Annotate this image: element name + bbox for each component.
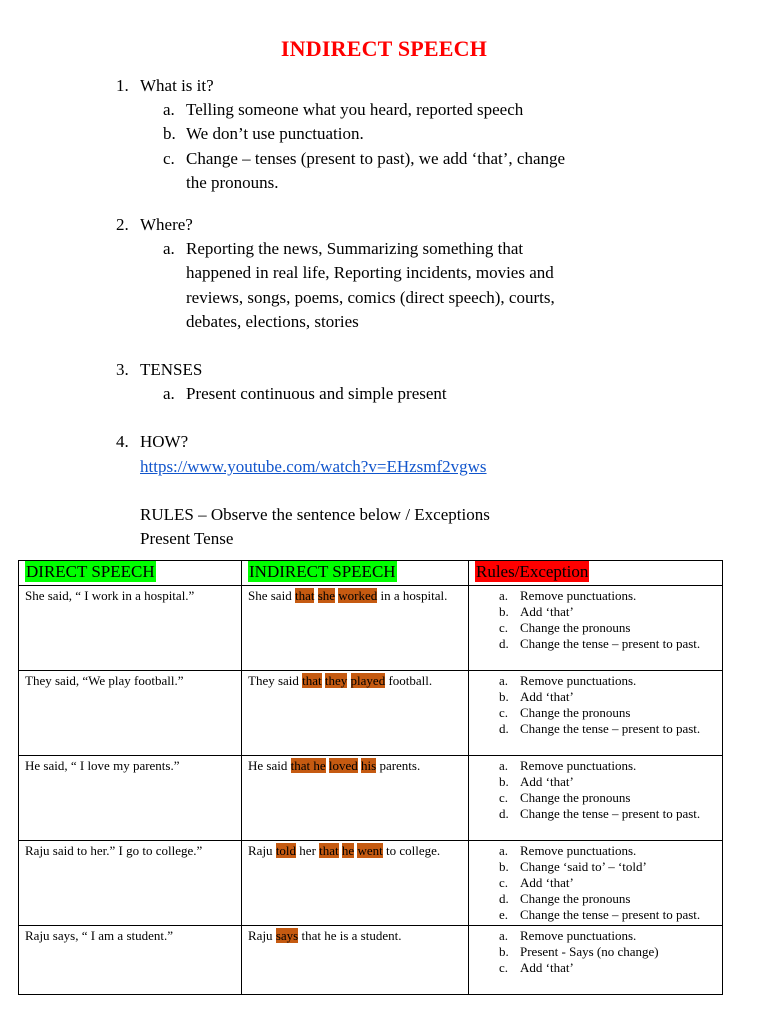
rule-marker: d.	[499, 721, 509, 736]
rule-item	[475, 620, 716, 636]
item-text: reviews, songs, poems, comics (direct speech), courts,	[186, 288, 555, 307]
highlighted-word: played	[350, 673, 386, 688]
sentence-text: Raju	[248, 843, 276, 858]
rule-item	[475, 907, 716, 923]
rule-item	[475, 705, 716, 721]
item-marker: a.	[163, 384, 175, 403]
item-marker: c.	[163, 149, 175, 168]
rule-text: Change the pronouns	[520, 790, 631, 805]
rule-item	[475, 588, 716, 604]
item-text: debates, elections, stories	[186, 312, 359, 331]
rule-text: Change the pronouns	[520, 705, 631, 720]
sentence-text: that he is a student.	[298, 928, 402, 943]
rules-heading: RULES – Observe the sentence below / Exceptions	[140, 505, 490, 524]
section-heading: TENSES	[140, 360, 203, 379]
item-text: Reporting the news, Summarizing something that	[186, 239, 524, 258]
header-indirect-speech: INDIRECT SPEECH	[242, 561, 469, 586]
rule-marker: d.	[499, 806, 509, 821]
rule-item	[475, 806, 716, 822]
sentence-text: to college.	[382, 843, 441, 858]
item-marker: a.	[163, 100, 175, 119]
rule-text: Remove punctuations.	[520, 588, 637, 603]
highlighted-word: she	[317, 588, 336, 603]
rule-text: Add ‘that’	[520, 604, 574, 619]
highlighted-word: that he	[290, 758, 326, 773]
rule-text: Change the tense – present to past.	[520, 636, 701, 651]
rule-text: Remove punctuations.	[520, 843, 637, 858]
rule-marker: e.	[499, 907, 509, 922]
rules-cell	[469, 586, 723, 671]
rules-list	[475, 673, 716, 737]
section-heading: HOW?	[140, 432, 189, 451]
rule-marker: b.	[499, 859, 509, 874]
header-direct-speech: DIRECT SPEECH	[19, 561, 242, 586]
table-row	[19, 671, 723, 756]
item-text: Change – tenses (present to past), we add ‘that’, change	[186, 149, 566, 168]
rule-marker: b.	[499, 774, 509, 789]
highlighted-word: told	[275, 843, 297, 858]
rule-text: Change the tense – present to past.	[520, 907, 701, 922]
rule-item	[475, 721, 716, 737]
rule-marker: b.	[499, 944, 509, 959]
rule-item	[475, 859, 716, 875]
rule-marker: a.	[499, 843, 509, 858]
indirect-speech-cell	[242, 756, 469, 841]
rule-item	[475, 928, 716, 944]
highlighted-word: his	[361, 758, 377, 773]
indirect-speech-cell	[242, 926, 469, 995]
item-text: Present continuous and simple present	[186, 384, 447, 403]
rule-item	[475, 636, 716, 652]
rule-marker: c.	[499, 960, 509, 975]
highlighted-word: loved	[328, 758, 358, 773]
speech-table	[18, 560, 723, 995]
indirect-speech-cell	[242, 841, 469, 926]
rules-cell	[469, 671, 723, 756]
rule-text: Change the pronouns	[520, 620, 631, 635]
rule-text: Change ‘said to’ – ‘told’	[520, 859, 647, 874]
rule-marker: d.	[499, 636, 509, 651]
rule-text: Present - Says (no change)	[520, 944, 659, 959]
item-marker: a.	[163, 239, 175, 258]
direct-speech-cell: Raju says, “ I am a student.”	[19, 926, 242, 995]
rules-cell	[469, 756, 723, 841]
rule-marker: c.	[499, 790, 509, 805]
rule-item	[475, 875, 716, 891]
table-row	[19, 841, 723, 926]
rule-text: Add ‘that’	[520, 960, 574, 975]
sentence-text: They said	[248, 673, 303, 688]
rule-marker: a.	[499, 928, 509, 943]
rule-text: Remove punctuations.	[520, 928, 637, 943]
direct-speech-cell: Raju said to her.” I go to college.”	[19, 841, 242, 926]
table-row	[19, 756, 723, 841]
header-rules-exception: Rules/Exception	[469, 561, 723, 586]
highlighted-word: went	[357, 843, 383, 858]
indirect-speech-cell	[242, 671, 469, 756]
rule-marker: a.	[499, 673, 509, 688]
highlighted-word: that	[319, 843, 339, 858]
rule-text: Remove punctuations.	[520, 758, 637, 773]
sentence-text: He said	[248, 758, 291, 773]
sentence-text: in a hospital.	[377, 588, 448, 603]
rules-list	[475, 843, 716, 923]
item-text: Telling someone what you heard, reported speech	[186, 100, 524, 119]
table-body	[19, 586, 723, 995]
rules-cell	[469, 926, 723, 995]
table-row	[19, 586, 723, 671]
rule-text: Add ‘that’	[520, 875, 574, 890]
youtube-link[interactable]: https://www.youtube.com/watch?v=EHzsmf2vgws	[140, 457, 487, 476]
rule-marker: a.	[499, 758, 509, 773]
sentence-text: her	[296, 843, 320, 858]
rule-item	[475, 790, 716, 806]
rule-marker: c.	[499, 875, 509, 890]
item-text: happened in real life, Reporting incidents, movies and	[186, 263, 554, 282]
rule-item	[475, 673, 716, 689]
highlighted-word: that	[294, 588, 315, 603]
rule-text: Change the tense – present to past.	[520, 806, 701, 821]
section-heading: Where?	[140, 215, 193, 234]
rules-list	[475, 588, 716, 652]
direct-speech-cell: They said, “We play football.”	[19, 671, 242, 756]
rule-text: Add ‘that’	[520, 689, 574, 704]
rule-item	[475, 960, 716, 976]
rule-marker: d.	[499, 891, 509, 906]
section-number: 3.	[116, 360, 129, 379]
section-number: 1.	[116, 76, 129, 95]
rule-marker: a.	[499, 588, 509, 603]
rule-marker: b.	[499, 604, 509, 619]
section-heading: What is it?	[140, 76, 214, 95]
highlighted-word: that	[302, 673, 322, 688]
rule-item	[475, 689, 716, 705]
rule-text: Change the pronouns	[520, 891, 631, 906]
sentence-text: Raju	[248, 928, 276, 943]
item-text: the pronouns.	[186, 173, 279, 192]
sentence-text: She said	[248, 588, 295, 603]
rule-item	[475, 774, 716, 790]
highlighted-word: he	[341, 843, 355, 858]
section-number: 2.	[116, 215, 129, 234]
sentence-text: football.	[385, 673, 433, 688]
section-number: 4.	[116, 432, 129, 451]
highlighted-word: says	[275, 928, 299, 943]
direct-speech-cell: He said, “ I love my parents.”	[19, 756, 242, 841]
highlighted-word: worked	[338, 588, 378, 603]
indirect-speech-cell	[242, 586, 469, 671]
rule-text: Remove punctuations.	[520, 673, 637, 688]
table-row	[19, 926, 723, 995]
rule-item	[475, 758, 716, 774]
rule-text: Change the tense – present to past.	[520, 721, 701, 736]
rule-text: Add ‘that’	[520, 774, 574, 789]
sentence-text: parents.	[376, 758, 421, 773]
rule-marker: c.	[499, 705, 509, 720]
rules-list	[475, 758, 716, 822]
rules-list	[475, 928, 716, 976]
rule-item	[475, 944, 716, 960]
page-title: INDIRECT SPEECH	[280, 36, 488, 61]
rule-item	[475, 891, 716, 907]
direct-speech-cell: She said, “ I work in a hospital.”	[19, 586, 242, 671]
rule-item	[475, 604, 716, 620]
rule-item	[475, 843, 716, 859]
present-tense-label: Present Tense	[140, 529, 234, 548]
item-text: We don’t use punctuation.	[186, 124, 364, 143]
rule-marker: c.	[499, 620, 509, 635]
rules-cell	[469, 841, 723, 926]
rule-marker: b.	[499, 689, 509, 704]
highlighted-word: they	[324, 673, 348, 688]
item-marker: b.	[163, 124, 176, 143]
